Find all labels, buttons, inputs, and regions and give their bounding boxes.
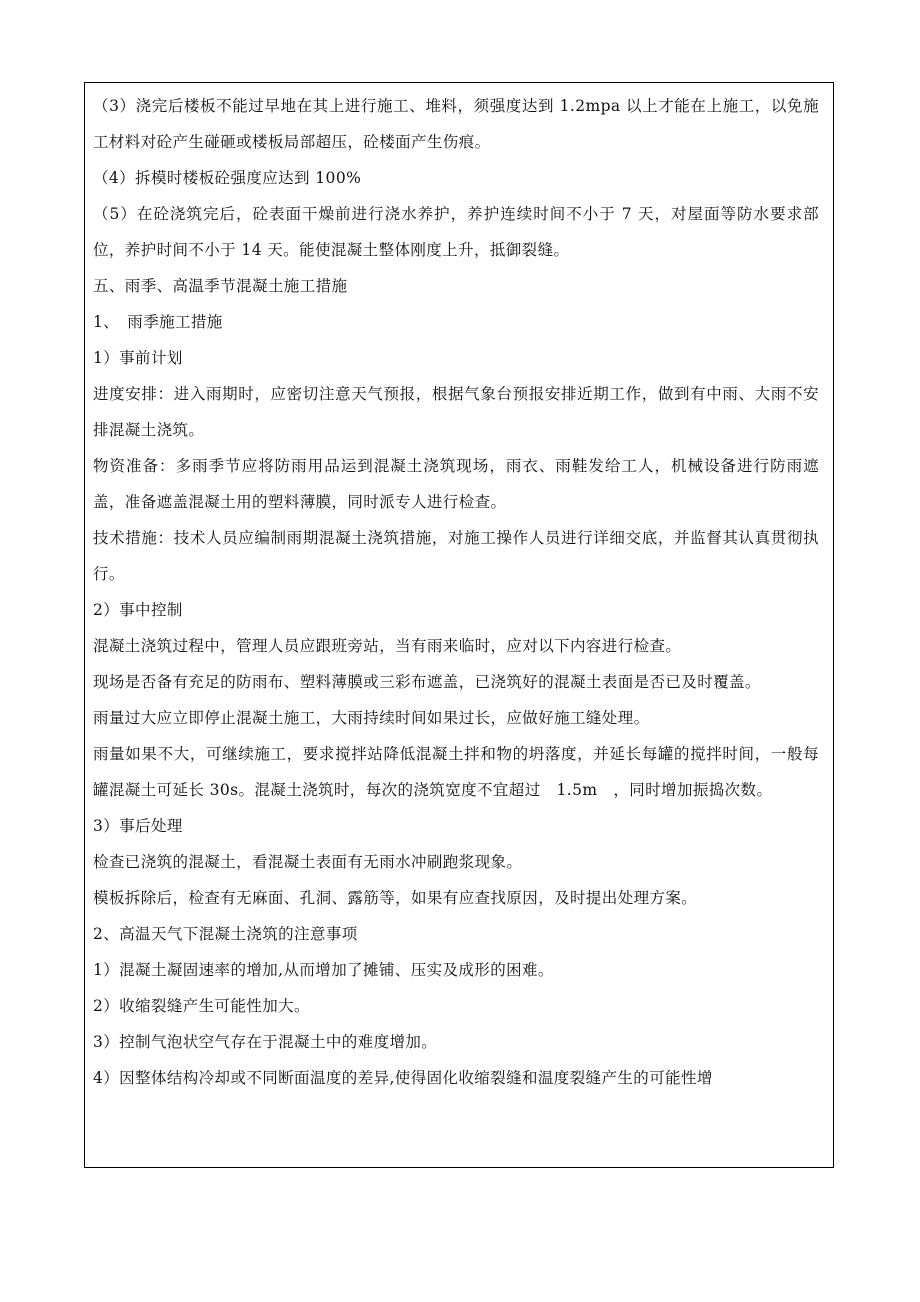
- item-heading-post-process: 3）事后处理: [93, 817, 183, 835]
- paragraph-curing: （5）在砼浇筑完后，砼表面干燥前进行浇水养护，养护连续时间不小于 7 天，对屋面等防水要求部位，养护时间不小于 14 天。能使混凝土整体刚度上升，抵御裂缝。: [93, 205, 819, 259]
- list-item-air-bubbles: 3）控制气泡状空气存在于混凝土中的难度增加。: [93, 1033, 438, 1051]
- paragraph-formwork-strength: （4）拆模时楼板砼强度应达到 100%: [93, 169, 362, 187]
- paragraph-materials: 物资准备：多雨季节应将防雨用品运到混凝土浇筑现场，雨衣、雨鞋发给工人，机械设备进行防雨遮盖，准备遮盖混凝土用的塑料薄膜，同时派专人进行检查。: [93, 457, 819, 511]
- document-body: [85, 83, 833, 1096]
- item-heading-pre-plan: 1）事前计划: [93, 349, 183, 367]
- list-item-setting-rate: 1）混凝土凝固速率的增加,从而增加了摊铺、压实及成形的困难。: [93, 961, 554, 979]
- list-item-thermal-cracks: 4）因整体结构冷却或不同断面温度的差异,使得固化收缩裂缝和温度裂缝产生的可能性增: [93, 1069, 713, 1087]
- paragraph-heavy-rain: 雨量过大应立即停止混凝土施工，大雨持续时间如果过长，应做好施工缝处理。: [93, 709, 650, 727]
- paragraph-technical: 技术措施：技术人员应编制雨期混凝土浇筑措施，对施工操作人员进行详细交底，并监督其认真贯彻执行。: [93, 529, 819, 583]
- paragraph-inspection: 检查已浇筑的混凝土，看混凝土表面有无雨水冲刷跑浆现象。: [93, 853, 523, 871]
- paragraph-formwork-removal: 模板拆除后，检查有无麻面、孔洞、露筋等，如果有应查找原因，及时提出处理方案。: [93, 889, 698, 907]
- section-heading-rain-heat: 五、雨季、高温季节混凝土施工措施: [93, 277, 348, 295]
- item-heading-in-process: 2）事中控制: [93, 601, 183, 619]
- paragraph-schedule: 进度安排：进入雨期时，应密切注意天气预报，根据气象台预报安排近期工作，做到有中雨、大雨不安排混凝土浇筑。: [93, 385, 819, 439]
- subsection-heading-heat: 2、高温天气下混凝土浇筑的注意事项: [93, 925, 358, 943]
- paragraph-supervision: 混凝土浇筑过程中，管理人员应跟班旁站，当有雨来临时，应对以下内容进行检查。: [93, 637, 682, 655]
- subsection-heading-rain: 1、 雨季施工措施: [93, 313, 223, 331]
- document-table-cell: [84, 82, 834, 1168]
- paragraph-covering: 现场是否备有充足的防雨布、塑料薄膜或三彩布遮盖，已浇筑好的混凝土表面是否已及时覆盖。: [93, 673, 761, 691]
- paragraph-light-rain: 雨量如果不大，可继续施工，要求搅拌站降低混凝土拌和物的坍落度，并延长每罐的搅拌时间，一般每罐混凝土可延长 30s。混凝土浇筑时，每次的浇筑宽度不宜超过 1.5m ，同时增加振捣次数。: [93, 745, 819, 799]
- paragraph-floor-loading: （3）浇完后楼板不能过早地在其上进行施工、堆料，须强度达到 1.2mpa 以上才能在上施工，以免施工材料对砼产生碰砸或楼板局部超压，砼楼面产生伤痕。: [93, 97, 819, 151]
- list-item-shrinkage: 2）收缩裂缝产生可能性加大。: [93, 997, 310, 1015]
